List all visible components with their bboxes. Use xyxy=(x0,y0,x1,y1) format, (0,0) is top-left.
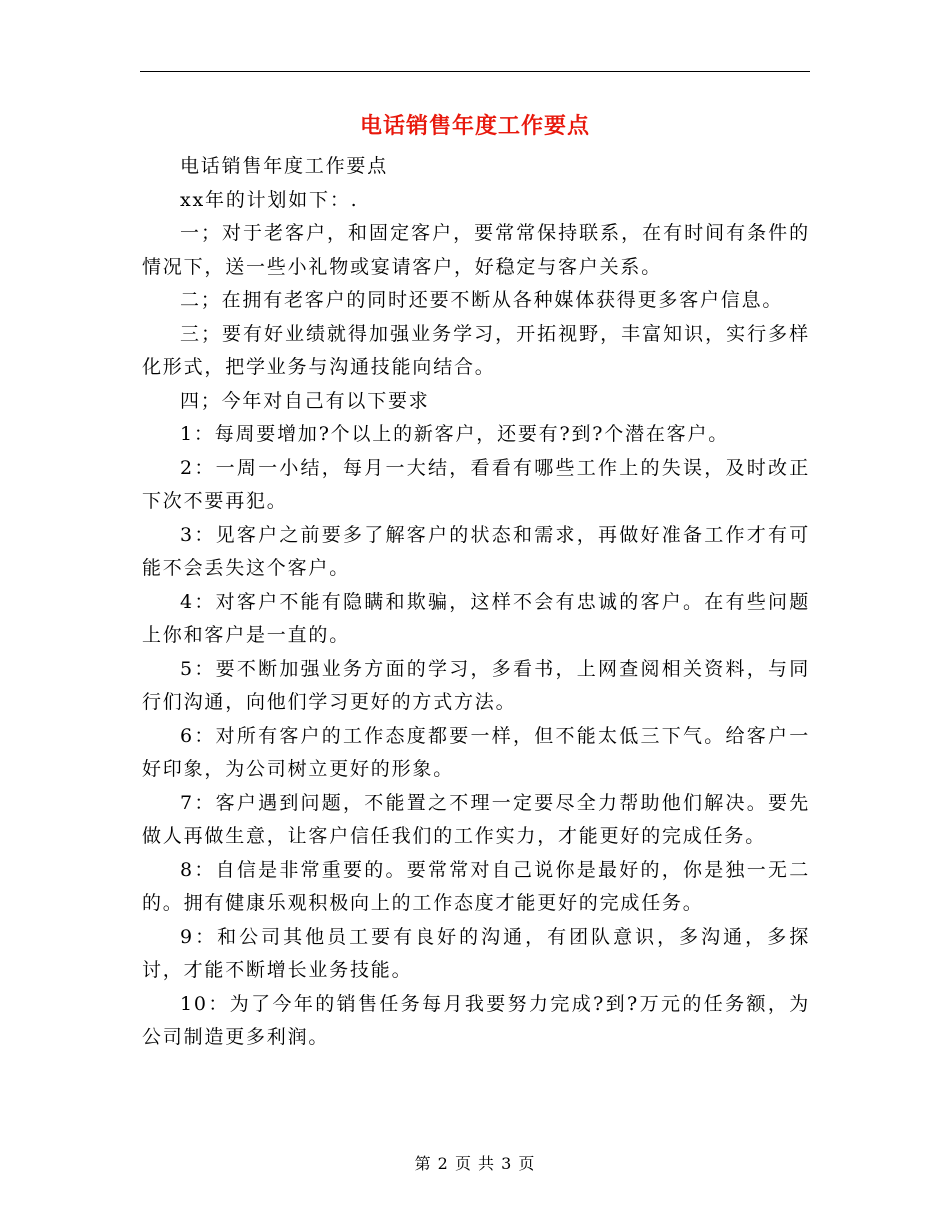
paragraph: 4：对客户不能有隐瞒和欺骗，这样不会有忠诚的客户。在有些问题上你和客户是一直的。 xyxy=(142,590,810,646)
paragraph: 7：客户遇到问题，不能置之不理一定要尽全力帮助他们解决。要先做人再做生意，让客户信任我们的工作实力，才能更好的完成任务。 xyxy=(142,791,810,847)
paragraph: 2：一周一小结，每月一大结，看看有哪些工作上的失误，及时改正下次不要再犯。 xyxy=(142,456,810,512)
document-title: 电话销售年度工作要点 xyxy=(359,113,590,139)
paragraph: 6：对所有客户的工作态度都要一样，但不能太低三下气。给客户一好印象，为公司树立更好的形象。 xyxy=(142,724,810,780)
paragraph: xx年的计划如下：. xyxy=(180,188,359,211)
paragraph: 8：自信是非常重要的。要常常对自己说你是最好的，你是独一无二的。拥有健康乐观积极向上的工作态度才能更好的完成任务。 xyxy=(142,858,810,914)
paragraph: 电话销售年度工作要点 xyxy=(180,155,389,177)
paragraph: 二；在拥有老客户的同时还要不断从各种媒体获得更多客户信息。 xyxy=(180,289,784,311)
paragraph: 一；对于老客户，和固定客户，要常常保持联系，在有时间有条件的情况下，送一些小礼物或宴请客户，好稳定与客户关系。 xyxy=(142,222,810,278)
paragraph: 1：每周要增加?个以上的新客户，还要有?到?个潜在客户。 xyxy=(180,423,730,445)
document-body xyxy=(142,150,810,1055)
paragraph: 3：见客户之前要多了解客户的状态和需求，再做好准备工作才有可能不会丢失这个客户。 xyxy=(142,523,810,579)
paragraph: 9：和公司其他员工要有良好的沟通，有团队意识，多沟通，多探讨，才能不断增长业务技能。 xyxy=(142,925,810,981)
header-rule xyxy=(140,71,810,72)
paragraph: 四；今年对自己有以下要求 xyxy=(180,389,430,412)
paragraph: 5：要不断加强业务方面的学习，多看书，上网查阅相关资料，与同行们沟通，向他们学习更好的方式方法。 xyxy=(142,657,810,713)
paragraph: 三；要有好业绩就得加强业务学习，开拓视野，丰富知识，实行多样化形式，把学业务与沟通技能向结合。 xyxy=(142,322,810,378)
paragraph: 10：为了今年的销售任务每月我要努力完成?到?万元的任务额，为公司制造更多利润。 xyxy=(142,992,810,1048)
page-number-footer: 第 2 页 共 3 页 xyxy=(414,1154,536,1173)
